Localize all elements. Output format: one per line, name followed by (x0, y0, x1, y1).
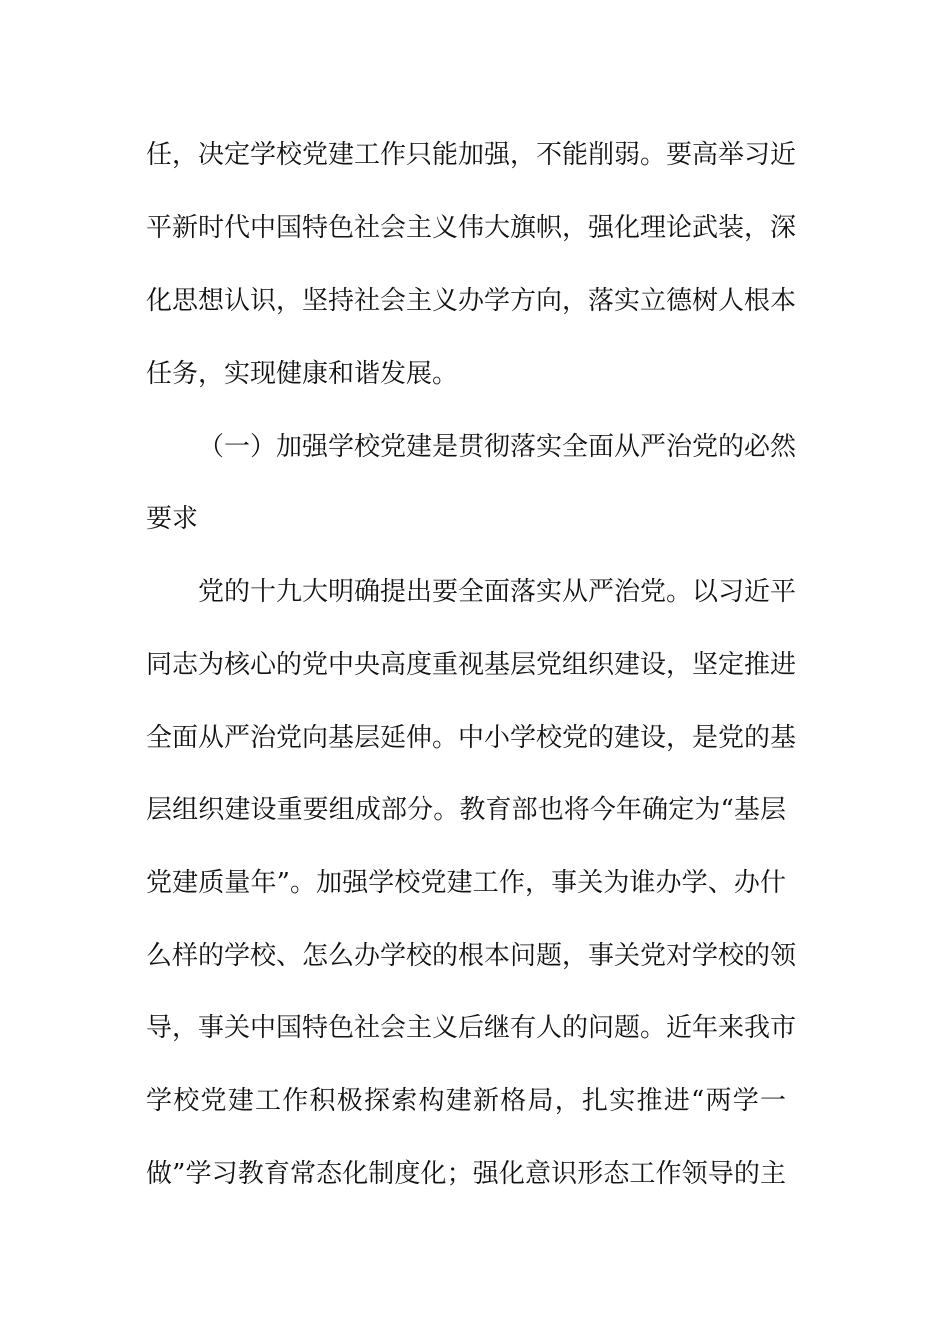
text-line: 全面从严治党向基层延伸。中小学校党的建设，是党的基 (146, 723, 797, 753)
section-heading-line: 要求 (146, 504, 199, 534)
text-line: 党建质量年”。加强学校党建工作，事关为谁办学、办什 (146, 868, 786, 898)
text-line: 学校党建工作积极探索构建新格局，扎实推进“两学一 (146, 1086, 786, 1116)
text-line: 做”学习教育常态化制度化；强化意识形态工作领导的主 (146, 1159, 786, 1189)
text-line: 党的十九大明确提出要全面落实从严治党。以习近平 (198, 577, 797, 607)
text-line: 平新时代中国特色社会主义伟大旗帜，强化理论武装，深 (146, 213, 797, 243)
section-heading-line: （一）加强学校党建是贯彻落实全面从严治党的必然 (198, 432, 797, 462)
text-line: 么样的学校、怎么办学校的根本问题，事关党对学校的领 (146, 941, 797, 971)
text-line: 任，决定学校党建工作只能加强，不能削弱。要高举习近 (146, 140, 797, 170)
text-line: 导，事关中国特色社会主义后继有人的问题。近年来我市 (146, 1013, 797, 1043)
text-line: 化思想认识，坚持社会主义办学方向，落实立德树人根本 (146, 286, 797, 316)
text-line: 任务，实现健康和谐发展。 (146, 359, 459, 389)
text-line: 同志为核心的党中央高度重视基层党组织建设，坚定推进 (146, 650, 797, 680)
text-line: 层组织建设重要组成部分。教育部也将今年确定为“基层 (146, 795, 786, 825)
